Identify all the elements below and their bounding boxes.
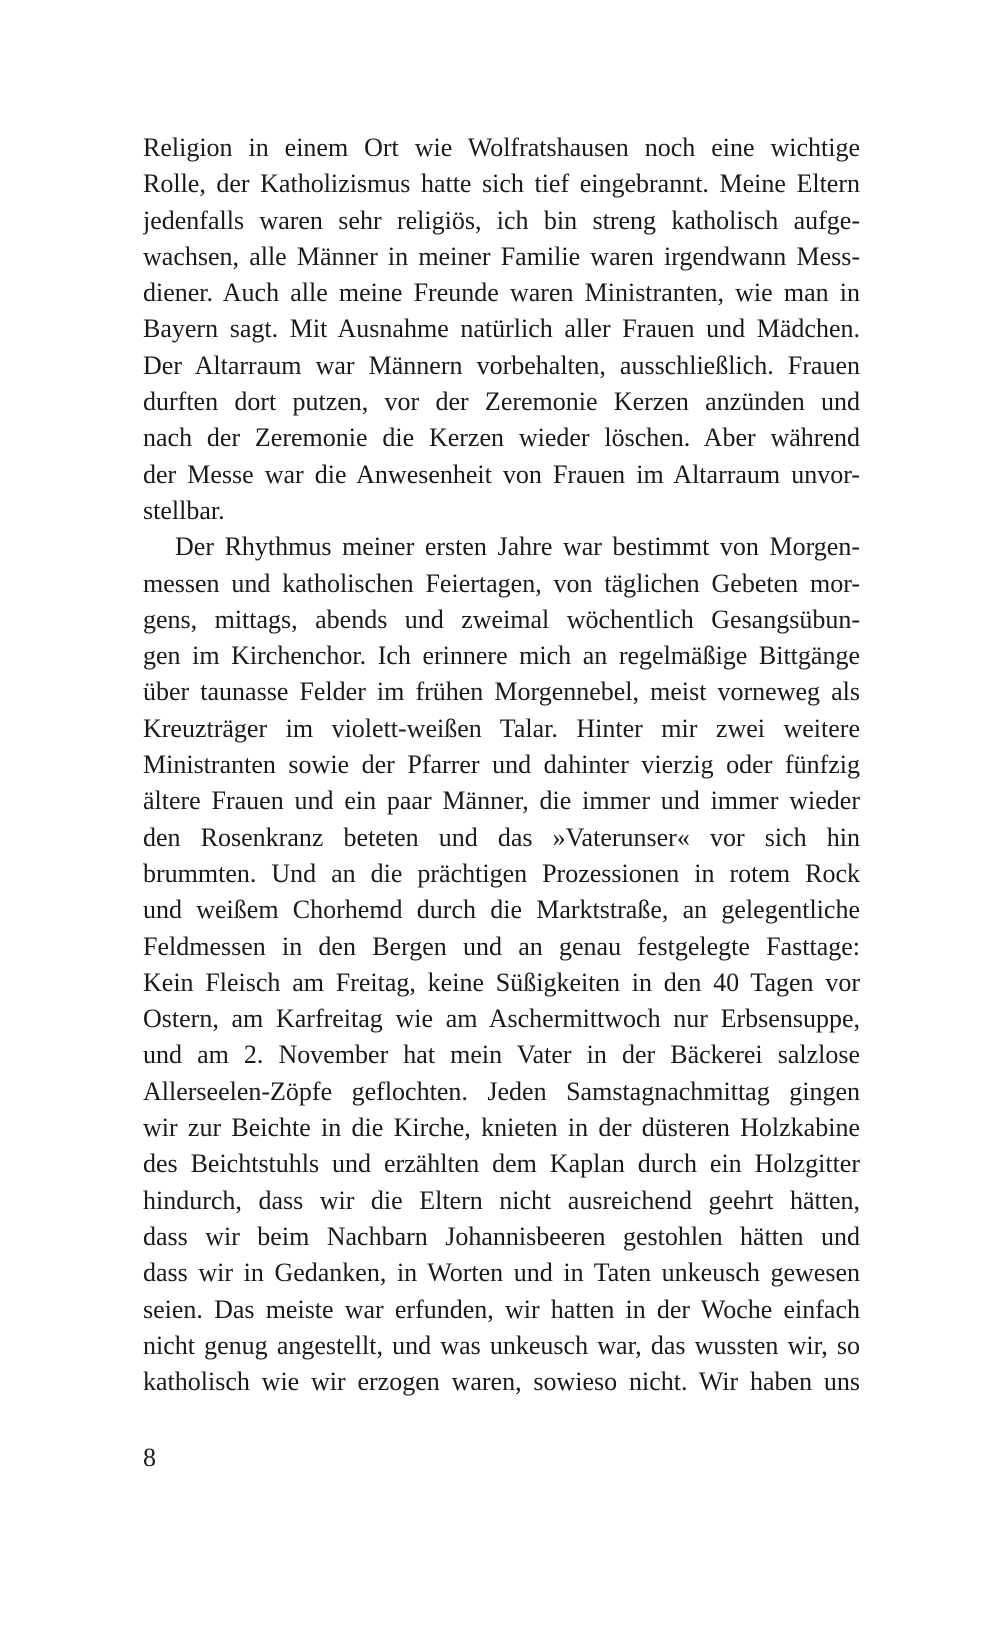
text-line: katholisch wie wir erzogen waren, sowieso nicht. Wir haben uns bbox=[143, 1367, 860, 1397]
text-line: und weißem Chorhemd durch die Marktstraße, an gelegentliche bbox=[143, 895, 860, 925]
text-line: nicht genug angestellt, und was unkeusch war, das wussten wir, so bbox=[143, 1330, 860, 1360]
text-line: messen und katholischen Feiertagen, von täglichen Gebeten mor- bbox=[143, 568, 860, 598]
text-line: seien. Das meiste war erfunden, wir hatten in der Woche einfach bbox=[143, 1294, 860, 1324]
text-line: Religion in einem Ort wie Wolfratshausen noch eine wichtige bbox=[143, 133, 860, 162]
text-line: und am 2. November hat mein Vater in der Bäckerei salzlose bbox=[143, 1040, 860, 1070]
text-line: ältere Frauen und ein paar Männer, die immer und immer wieder bbox=[143, 786, 860, 816]
body-text bbox=[143, 130, 860, 1400]
text-line: wir zur Beichte in die Kirche, knieten in der düsteren Holzkabine bbox=[143, 1113, 860, 1143]
text-line: der Messe war die Anwesenheit von Frauen im Altarraum unvor- bbox=[143, 459, 860, 489]
text-line: brummten. Und an die prächtigen Prozessionen in rotem Rock bbox=[143, 858, 860, 888]
text-line: den Rosenkranz beteten und das »Vaterunser« vor sich hin bbox=[143, 822, 860, 852]
text-line: Der Rhythmus meiner ersten Jahre war bestimmt von Morgen- bbox=[175, 532, 860, 562]
text-line: stellbar. bbox=[143, 495, 225, 525]
page-number: 8 bbox=[143, 1443, 156, 1472]
paragraph bbox=[143, 529, 860, 1400]
text-line: Allerseelen-Zöpfe geflochten. Jeden Samstagnachmittag gingen bbox=[143, 1076, 860, 1106]
text-line: Bayern sagt. Mit Ausnahme natürlich aller Frauen und Mädchen. bbox=[143, 314, 860, 344]
text-line: wachsen, alle Männer in meiner Familie waren irgendwann Mess- bbox=[143, 241, 860, 271]
text-line: gen im Kirchenchor. Ich erinnere mich an regelmäßige Bittgänge bbox=[143, 641, 860, 671]
text-line: Der Altarraum war Männern vorbehalten, ausschließlich. Frauen bbox=[143, 350, 860, 380]
text-line: des Beichtstuhls und erzählten dem Kaplan durch ein Holzgitter bbox=[143, 1149, 860, 1179]
text-line: über taunasse Felder im frühen Morgennebel, meist vorneweg als bbox=[143, 677, 860, 707]
text-line: durften dort putzen, vor der Zeremonie Kerzen anzünden und bbox=[143, 387, 860, 417]
text-line: Rolle, der Katholizismus hatte sich tief eingebrannt. Meine Eltern bbox=[143, 169, 860, 199]
text-line: dass wir beim Nachbarn Johannisbeeren gestohlen hätten und bbox=[143, 1221, 860, 1251]
text-line: Ministranten sowie der Pfarrer und dahinter vierzig oder fünfzig bbox=[143, 750, 860, 780]
paragraph bbox=[143, 130, 860, 529]
text-line: diener. Auch alle meine Freunde waren Ministranten, wie man in bbox=[143, 278, 860, 308]
text-line: jedenfalls waren sehr religiös, ich bin streng katholisch aufge- bbox=[143, 205, 860, 235]
text-line: Feldmessen in den Bergen und an genau festgelegte Fasttage: bbox=[143, 931, 860, 961]
text-line: Kreuzträger im violett-weißen Talar. Hinter mir zwei weitere bbox=[143, 713, 860, 743]
text-line: hindurch, dass wir die Eltern nicht ausreichend geehrt hätten, bbox=[143, 1185, 860, 1215]
text-line: Kein Fleisch am Freitag, keine Süßigkeiten in den 40 Tagen vor bbox=[143, 967, 860, 997]
text-line: Ostern, am Karfreitag wie am Aschermittwoch nur Erbsensuppe, bbox=[143, 1004, 860, 1034]
text-line: dass wir in Gedanken, in Worten und in Taten unkeusch gewesen bbox=[143, 1258, 860, 1288]
text-line: nach der Zeremonie die Kerzen wieder löschen. Aber während bbox=[143, 423, 860, 453]
text-line: gens, mittags, abends und zweimal wöchentlich Gesangsübun- bbox=[143, 604, 860, 634]
